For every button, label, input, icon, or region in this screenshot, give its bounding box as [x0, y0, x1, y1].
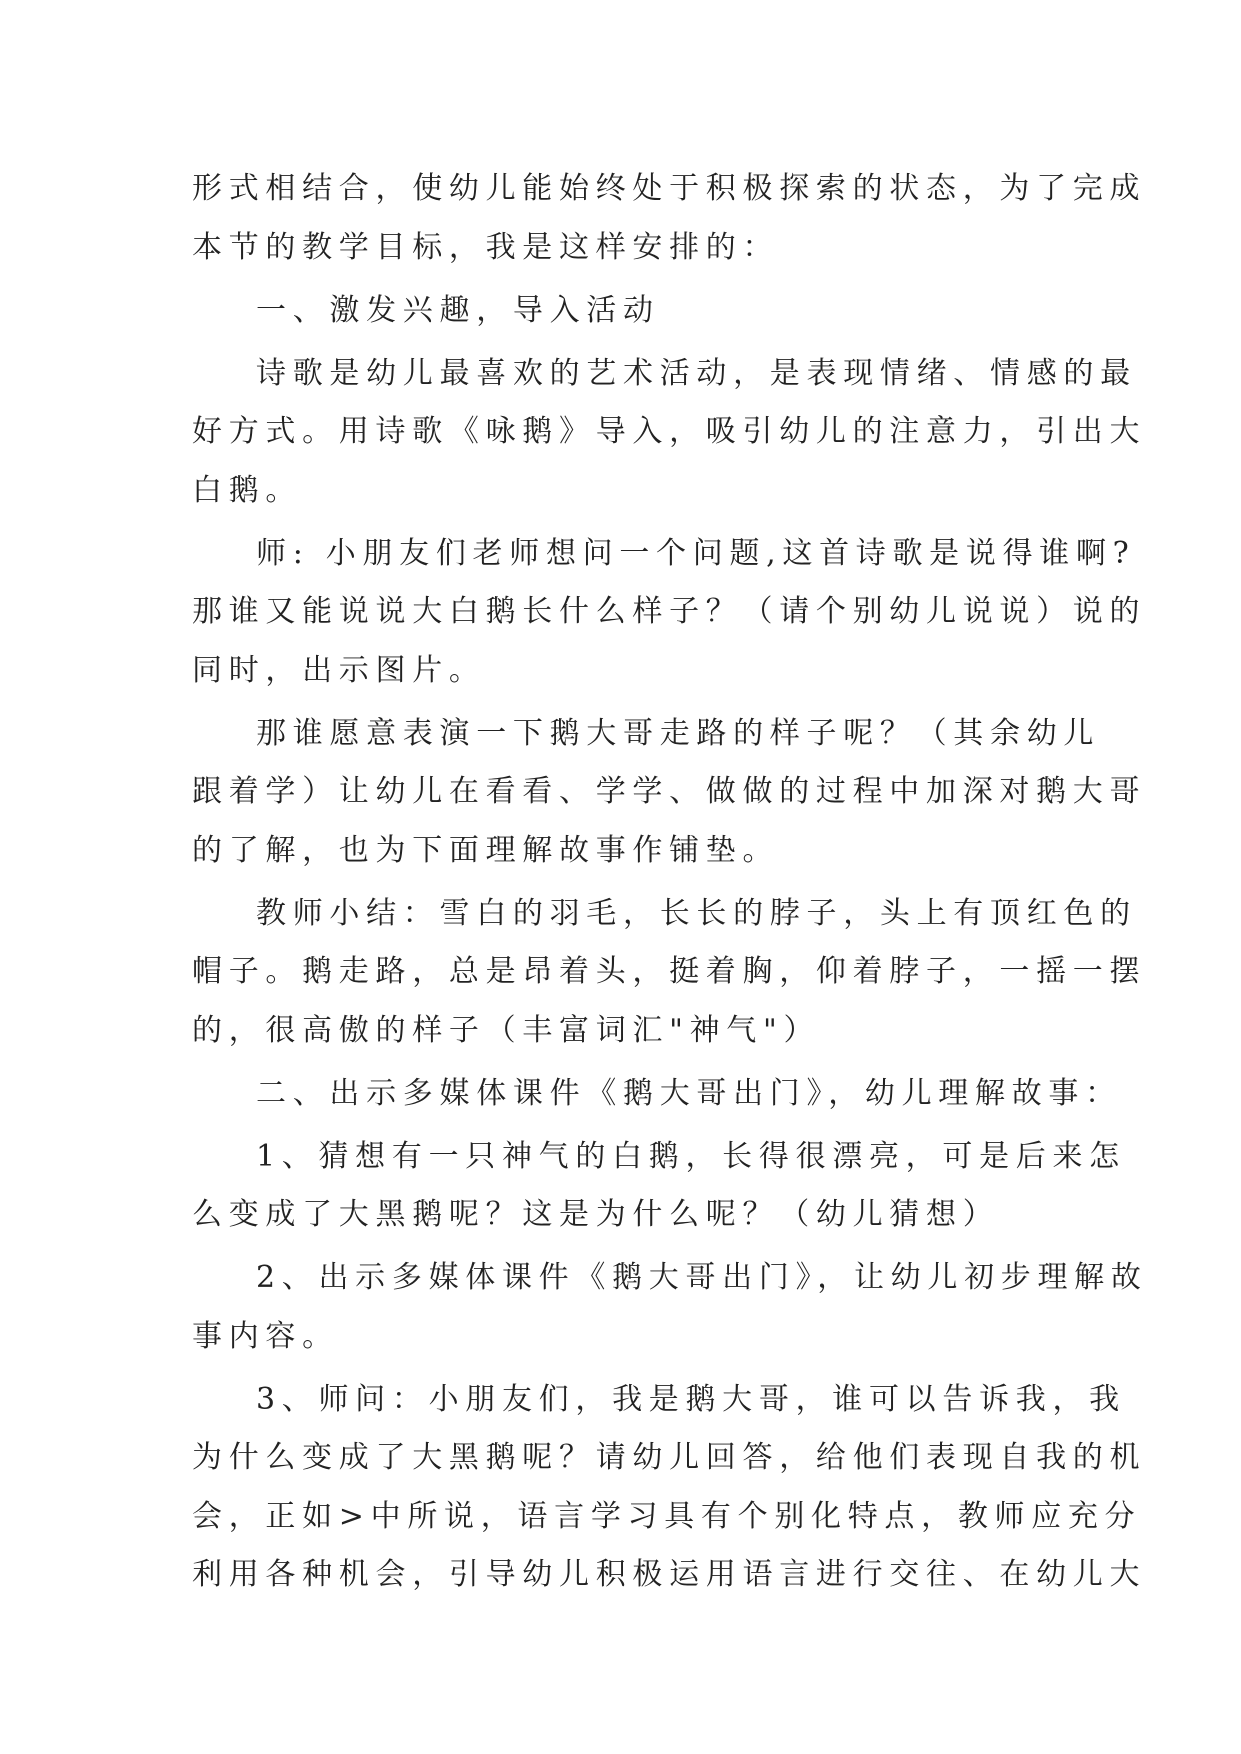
text-line: 白鹅。 [192, 472, 303, 508]
text-line: 师: 小朋友们老师想问一个问题,这首诗歌是说得谁啊? [256, 535, 1136, 571]
text-line: 的了解，也为下面理解故事作铺垫。 [192, 832, 780, 868]
text-line: 本节的教学目标，我是这样安排的： [192, 229, 780, 265]
text-line: 会，正如>中所说，语言学习具有个别化特点，教师应充分 [192, 1498, 1142, 1534]
text-line: 同时，出示图片。 [192, 652, 486, 688]
text-line: 好方式。用诗歌《咏鹅》导入，吸引幼儿的注意力，引出大 [192, 414, 1147, 449]
section-heading: 一、激发兴趣，导入活动 [256, 292, 660, 328]
text-line: 么变成了大黑鹅呢？这是为什么呢？（幼儿猜想） [192, 1197, 1000, 1232]
text-line: 2、出示多媒体课件《鹅大哥出门》，让幼儿初步理解故 [256, 1260, 1148, 1295]
text-line: 3、师问：小朋友们，我是鹅大哥，谁可以告诉我，我 [256, 1381, 1126, 1417]
text-line: 为什么变成了大黑鹅呢？请幼儿回答，给他们表现自我的机 [192, 1440, 1147, 1475]
text-line: 帽子。鹅走路，总是昂着头，挺着胸，仰着脖子，一摇一摆 [192, 954, 1147, 989]
text-line: 事内容。 [192, 1318, 339, 1354]
text-line: 那谁愿意表演一下鹅大哥走路的样子呢？（其余幼儿 [256, 715, 1101, 751]
text-line: 利用各种机会，引导幼儿积极运用语言进行交往、在幼儿大 [192, 1557, 1147, 1592]
document-body [192, 160, 1148, 1605]
text-line: 跟着学）让幼儿在看看、学学、做做的过程中加深对鹅大哥 [192, 774, 1147, 809]
text-line: 教师小结：雪白的羽毛，长长的脖子，头上有顶红色的 [256, 895, 1137, 931]
text-line: 的，很高傲的样子（丰富词汇"神气"） [192, 1012, 821, 1048]
text-line: 形式相结合，使幼儿能始终处于积极探索的状态，为了完成 [192, 171, 1147, 206]
section-heading: 二、出示多媒体课件《鹅大哥出门》，幼儿理解故事： [256, 1075, 1122, 1111]
text-line: 1、猜想有一只神气的白鹅，长得很漂亮，可是后来怎 [256, 1138, 1126, 1174]
text-line: 那谁又能说说大白鹅长什么样子？（请个别幼儿说说）说的 [192, 594, 1147, 629]
text-line: 诗歌是幼儿最喜欢的艺术活动，是表现情绪、情感的最 [256, 355, 1137, 391]
